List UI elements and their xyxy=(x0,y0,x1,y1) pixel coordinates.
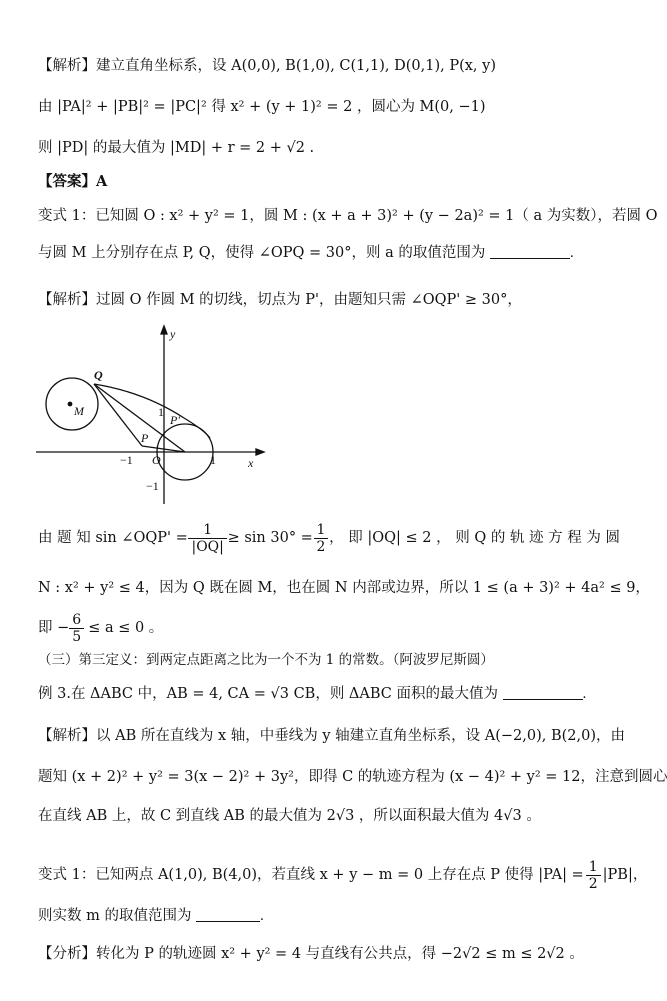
label-p-prime: P′ xyxy=(170,413,180,427)
circle-tangent-diagram xyxy=(34,322,266,508)
fraction-1-over-2-ratio xyxy=(586,859,601,892)
final-analysis-line: 【分析】转化为 P 的轨迹圆 x² + y² = 4 与直线有公共点，得 −2√2 ≤ m ≤ 2√2 。 xyxy=(38,946,584,962)
label-x: x xyxy=(248,456,254,470)
sin-line-mid: ≥ sin 30° = xyxy=(227,530,313,546)
analysis-line-4: 在直线 AB 上，故 C 到直线 AB 的最大值为 2√3 ，所以面积最大值为 4√3 。 xyxy=(38,808,541,824)
fraction-denominator: 2 xyxy=(588,875,598,892)
label-q: Q xyxy=(94,368,103,382)
fraction-numerator: 1 xyxy=(314,522,329,539)
label-one-y: 1 xyxy=(158,405,164,419)
variant1-line-2-text: 与圆 M 上分别存在点 P, Q，使得 ∠OPQ = 30°，则 a 的取值范围为 xyxy=(38,245,486,261)
section-heading: （三）第三定义：到两定点距离之比为一个不为 1 的常数。（阿波罗尼斯圆） xyxy=(38,652,494,668)
fraction-numerator: 6 xyxy=(69,612,84,629)
fraction-denominator: |OQ| xyxy=(191,538,224,555)
solution-line-3: 则 |PD| 的最大值为 |MD| + r = 2 + √2 . xyxy=(38,140,315,156)
sin-line-left: 由 题 知 sin ∠OQP' = xyxy=(38,530,188,546)
fraction-numerator: 1 xyxy=(188,522,226,539)
fraction-6-over-5 xyxy=(69,612,84,645)
center-m-dot xyxy=(68,402,73,407)
label-neg-one-y: −1 xyxy=(146,479,159,493)
ratio-question-text: 则实数 m 的取值范围为 xyxy=(38,908,192,924)
fraction-1-over-2 xyxy=(314,522,329,555)
fraction-numerator: 1 xyxy=(586,859,601,876)
answer-blank-2 xyxy=(503,685,583,700)
label-one-x: 1 xyxy=(210,453,216,467)
answer-blank-3 xyxy=(196,907,260,922)
trajectory-line: N : x² + y² ≤ 4，因为 Q 既在圆 M，也在圆 N 内部或边界，所以 1 ≤ (a + 3)² + 4a² ≤ 9， xyxy=(38,580,650,596)
answer-line: 【答案】A xyxy=(38,173,108,190)
fraction-denominator: 2 xyxy=(316,538,326,555)
variant1-line-1: 变式 1：已知圆 O : x² + y² = 1，圆 M : (x + a + 3)² + (y − 2a)² = 1（ a 为实数），若圆 O xyxy=(38,208,658,224)
range-line xyxy=(38,606,620,650)
ratio-left: 变式 1：已知两点 A(1,0), B(4,0)，若直线 x + y − m = 0 上存在点 P 使得 |PA| = xyxy=(38,867,584,883)
ratio-question-line: 则实数 m 的取值范围为 . xyxy=(38,908,264,924)
label-neg-one-x: −1 xyxy=(120,453,133,467)
fraction-denominator: 5 xyxy=(72,628,82,645)
sin-line xyxy=(38,514,620,562)
ratio-right: |PB|， xyxy=(602,867,648,883)
label-y: y xyxy=(170,327,176,341)
label-o: O xyxy=(152,453,161,467)
x-axis-arrow xyxy=(256,449,264,455)
range-prefix: 即 − xyxy=(38,620,70,636)
label-m: M xyxy=(74,404,84,418)
example3-text: 例 3.在 ΔABC 中，AB = 4, CA = √3 CB，则 ΔABC 面积的最大值为 xyxy=(38,686,498,702)
range-suffix: ≤ a ≤ 0 。 xyxy=(88,620,164,636)
y-axis-arrow xyxy=(161,326,167,334)
variant1-line-2: 与圆 M 上分别存在点 P, Q，使得 ∠OPQ = 30°，则 a 的取值范围为 . xyxy=(38,245,574,261)
sin-line-right: ， 即 |OQ| ≤ 2 ， 则 Q 的 轨 迹 方 程 为 圆 xyxy=(329,530,620,546)
analysis-line-2: 【解析】以 AB 所在直线为 x 轴，中垂线为 y 轴建立直角坐标系，设 A(−2,0), B(2,0)，由 xyxy=(38,728,625,744)
example3-line: 例 3.在 ΔABC 中，AB = 4, CA = √3 CB，则 ΔABC 面积的最大值为 . xyxy=(38,686,587,702)
solution-line-1: 【解析】建立直角坐标系，设 A(0,0), B(1,0), C(1,1), D(0,1), P(x, y) xyxy=(38,58,496,74)
fraction-1-over-oq xyxy=(188,522,226,555)
analysis-line-1: 【解析】过圆 O 作圆 M 的切线，切点为 P'，由题知只需 ∠OQP' ≥ 30°， xyxy=(38,292,522,308)
ratio-line xyxy=(38,854,648,896)
label-p: P xyxy=(141,431,149,445)
analysis-line-3: 题知 (x + 2)² + y² = 3(x − 2)² + 3y²，即得 C 的轨迹方程为 (x − 4)² + y² = 12，注意到圆心 xyxy=(38,769,667,785)
answer-blank-1 xyxy=(490,244,570,259)
tangent-curve xyxy=(94,384,210,438)
solution-line-2: 由 |PA|² + |PB|² = |PC|² 得 x² + (y + 1)² = 2 ，圆心为 M(0, −1) xyxy=(38,99,486,115)
